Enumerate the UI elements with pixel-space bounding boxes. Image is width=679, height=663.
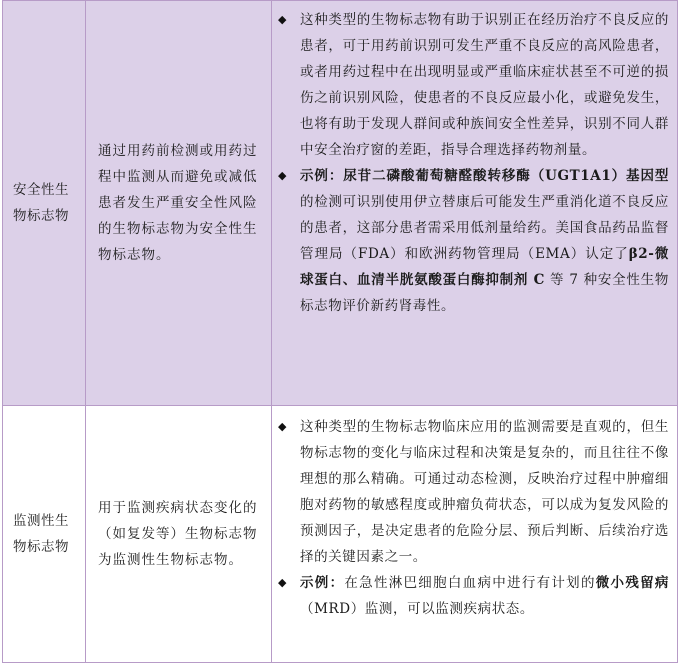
category-definition: 通过用药前检测或用药过程中监测从而避免或减低患者发生严重安全性风险的生物标志物为安全性生物标志物。	[86, 1, 272, 406]
bullet-text: 这种类型的生物标志物临床应用的监测需要是直观的，但生物标志物的变化与临床过程和决策是复杂的，而且往往不像理想的那么精确。可通过动态检测，反映治疗过程中肿瘤细胞对药物的敏感程度或肿瘤负荷状态，可以成为复发风险的预测因子，是决定患者的危险分层、预后判断、后续治疗选择的关键因素之一。	[300, 419, 669, 565]
bold-term: 尿苷二磷酸葡萄糖醛酸转移酶（UGT1A1）基因型	[343, 168, 669, 184]
diamond-bullet-icon: ◆	[278, 420, 287, 433]
category-name: 监测性生物标志物	[3, 406, 86, 663]
table-row-monitoring	[3, 406, 678, 663]
example-text: 的检测可识别使用伊立替康后可能发生严重消化道不良反应的患者，这部分患者需采用低剂量给药。美国食品药品监督管理局（FDA）和欧洲药物管理局（EMA）认定了	[300, 194, 669, 262]
diamond-bullet-icon: ◆	[278, 169, 287, 182]
bullet-item	[278, 414, 669, 570]
category-name: 安全性生物标志物	[3, 1, 86, 406]
bold-term: 微小残留病	[595, 575, 670, 591]
example-text: 在急性淋巴细胞白血病中进行有计划的	[344, 575, 596, 591]
bullet-text	[300, 163, 669, 319]
bullet-text	[300, 570, 669, 622]
bullet-item	[278, 570, 669, 622]
category-definition: 用于监测疾病状态变化的（如复发等）生物标志物为监测性生物标志物。	[86, 406, 272, 663]
category-points	[272, 1, 678, 406]
diamond-bullet-icon: ◆	[278, 13, 287, 26]
diamond-bullet-icon: ◆	[278, 576, 287, 589]
biomarker-table	[2, 0, 678, 663]
example-label: 示例：	[300, 575, 345, 591]
example-text: 等 7 种安全性生物标志物评价新药肾毒性。	[300, 272, 669, 314]
category-points	[272, 406, 678, 663]
example-label: 示例：	[300, 168, 344, 184]
example-text: （MRD）监测，可以监测疾病状态。	[300, 601, 535, 617]
bullet-item	[278, 163, 669, 319]
bullet-item	[278, 7, 669, 163]
bullet-text: 这种类型的生物标志物有助于识别正在经历治疗不良反应的患者，可于用药前识别可发生严重不良反应的高风险患者，或者用药过程中在出现明显或严重临床症状甚至不可逆的损伤之前识别风险，使患者的不良反应最小化，或避免发生，也将有助于发现人群间或种族间安全性差异，识别不同人群中安全治疗窗的差距，指导合理选择药物剂量。	[300, 12, 669, 158]
table-row-safety	[3, 1, 678, 406]
bold-term: β2-微球蛋白、血清半胱氨酸蛋白酶抑制剂 C	[300, 246, 669, 288]
